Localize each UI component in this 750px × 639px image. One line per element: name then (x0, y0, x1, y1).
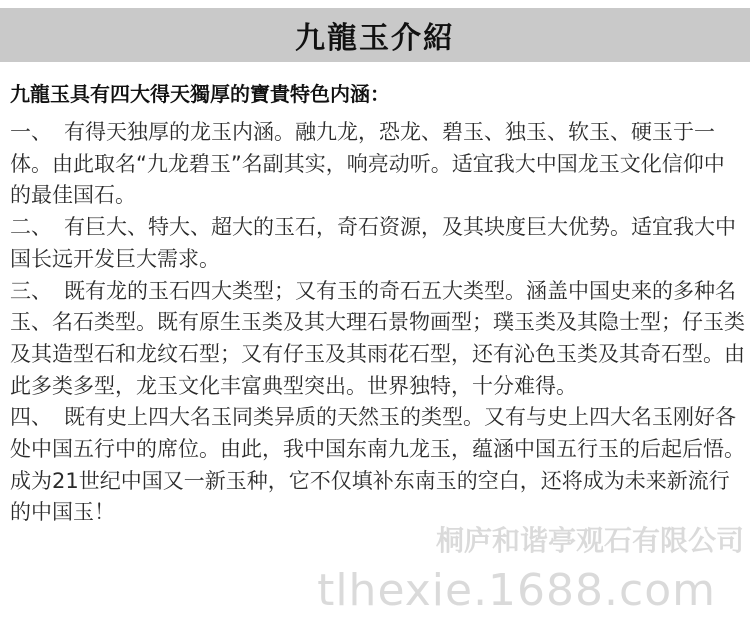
paragraph-text: 有得天独厚的龙玉内涵。融九龙，恐龙、碧玉、独玉、软玉、硬玉于一体。由此取名“九龙碧玉”名副其实，响亮动听。适宜我大中国龙玉文化信仰中的最佳国石。 (10, 120, 725, 208)
header-bar (0, 8, 750, 62)
paragraph-4 (10, 402, 745, 529)
paragraph-2 (10, 212, 745, 275)
body-text (10, 117, 745, 529)
paragraph-text: 既有龙的玉石四大类型；又有玉的奇石五大类型。涵盖中国史来的多种名玉、名石类型。既有原生玉类及其大理石景物画型；璞玉类及其隐士型；仔玉类及其造型石和龙纹石型；又有仔玉及其雨花石型，还有沁色玉类及其奇石型。由此多类多型，龙玉文化丰富典型突出。世界独特，十分难得。 (10, 278, 745, 398)
paragraph-number: 三、 (10, 278, 52, 303)
paragraph-number: 一、 (10, 120, 52, 144)
paragraph-number: 二、 (10, 215, 52, 240)
intro-subtitle: 九龍玉具有四大得天獨厚的寶貴特色内涵： (10, 82, 390, 106)
watermark-url: tlhexie.1688.com (317, 565, 716, 616)
paragraph-text: 有巨大、特大、超大的玉石，奇石资源，及其块度巨大优势。适宜我大中国长远开发巨大需求。 (10, 215, 736, 271)
paragraph-text: 既有史上四大名玉同类异质的天然玉的类型。又有与史上四大名玉刚好各处中国五行中的席位。由此，我中国东南九龙玉，蕴涵中国五行玉的后起后悟。成为21世纪中国又一新玉种，它不仅填补东南玉的空白，还将成为未来新流行的中国玉！ (10, 405, 745, 525)
watermark-company: 桐庐和谐亭观石有限公司 (435, 524, 744, 557)
page-title: 九龍玉介紹 (295, 21, 455, 56)
paragraph-3 (10, 276, 745, 403)
paragraph-1 (10, 117, 745, 212)
paragraph-number: 四、 (10, 405, 52, 430)
